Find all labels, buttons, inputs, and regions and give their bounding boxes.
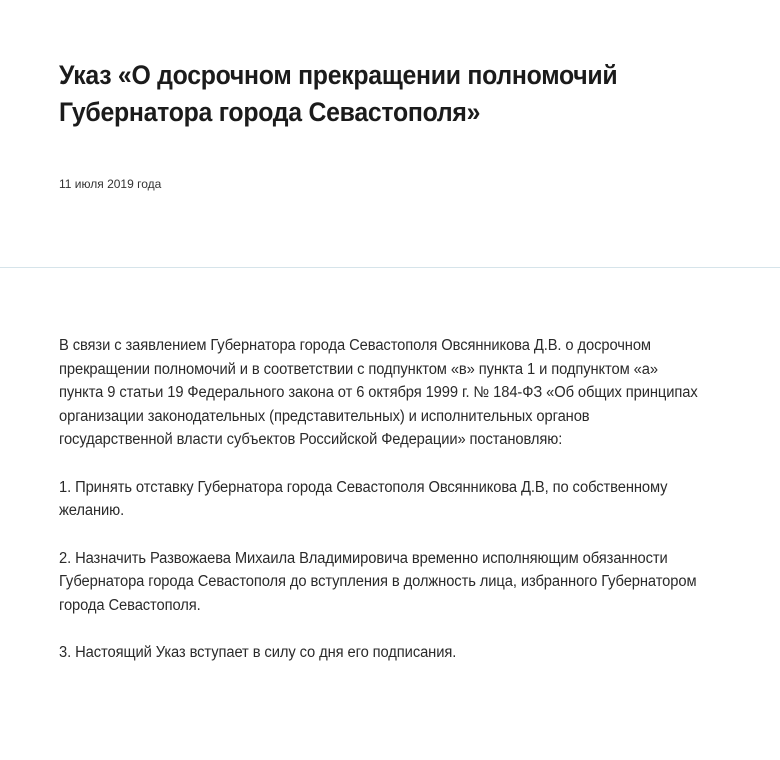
clause-1-paragraph: 1. Принять отставку Губернатора города Севастополя Овсянникова Д.В, по собственному желанию. <box>59 478 668 519</box>
clause-3-paragraph: 3. Настоящий Указ вступает в силу со дня его подписания. <box>59 644 457 661</box>
document-body <box>59 334 739 689</box>
preamble-paragraph: В связи с заявлением Губернатора города Севастополя Овсянникова Д.В. о досрочном прекращении полномочий и в соответствии с подпунктом «в» пункта 1 и подпунктом «а» пункта 9 статьи 19 Федерального закона от 6 октября 1999 г. № 184-ФЗ «Об общих принципах организации законодательных (представительных) и исполнительных органов государственной власти субъектов Российской Федерации» постановляю: <box>59 337 698 448</box>
document-date: 11 июля 2019 года <box>59 177 162 191</box>
document-header <box>0 0 780 268</box>
document-title: Указ «О досрочном прекращении полномочий Губернатора города Севастополя» <box>59 60 618 127</box>
clause-2-paragraph: 2. Назначить Развожаева Михаила Владимировича временно исполняющим обязанности Губернатора города Севастополя до вступления в должность лица, избранного Губернатором города Севастополя. <box>59 549 697 614</box>
